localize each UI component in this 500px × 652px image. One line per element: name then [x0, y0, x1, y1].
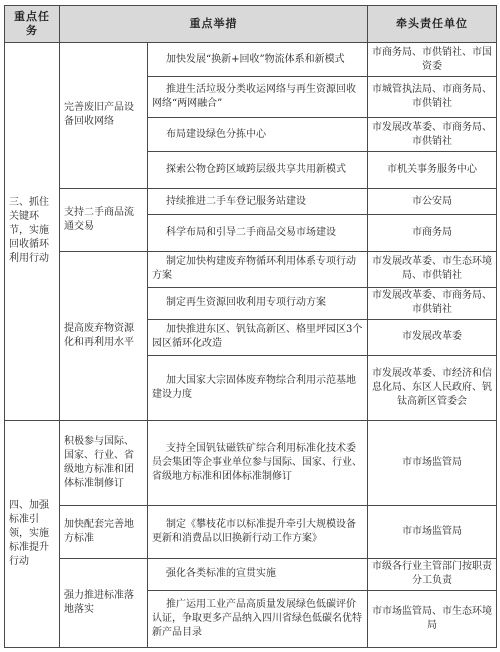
measure-cell: 加大国家大宗固体废弃物综合利用示范基地建设力度 [148, 356, 368, 421]
unit-cell: 市商务局、市供销社、市国资委 [368, 43, 497, 77]
subtask-cell: 完善废旧产品设备回收网络 [60, 43, 148, 189]
subtask-cell: 积极参与国际、国家、行业、省级地方标准和团体标准制修订 [60, 420, 148, 505]
unit-cell: 市商务局 [368, 215, 497, 251]
table-row [5, 558, 497, 590]
unit-cell: 市发展改革委、市经济和信息化局、东区人民政府、钒钛高新区管委会 [368, 356, 497, 421]
table-row [5, 43, 497, 77]
unit-cell: 市发展改革委、市商务局、市供销社 [368, 117, 497, 151]
policy-table [4, 5, 497, 648]
subtask-cell: 提高废弃物资源化和再利用水平 [60, 251, 148, 420]
unit-cell: 市级各行业主管部门按职责分工负责 [368, 558, 497, 590]
header-unit: 牵头责任单位 [368, 6, 497, 43]
measure-cell: 制定加快构建废弃物循环利用体系专项行动方案 [148, 251, 368, 287]
subtask-cell: 加快配套完善地方标准 [60, 506, 148, 559]
unit-cell: 市公安局 [368, 188, 497, 214]
measure-cell: 科学布局和引导二手商品交易市场建设 [148, 215, 368, 251]
unit-cell: 市发展改革委、市生态环境局、市供销社 [368, 251, 497, 287]
table-header-row [5, 6, 497, 43]
measure-cell: 推广运用工业产品高质量发展绿色低碳评价认证，争取更多产品纳入四川省绿色低碳名优特新产品目录 [148, 591, 368, 648]
subtask-cell: 支持二手商品流通交易 [60, 188, 148, 251]
subtask-cell: 强力推进标准落地落实 [60, 558, 148, 647]
key-task-cell: 三、抓住关键环节，实施回收循环利用行动 [5, 43, 60, 421]
table-row [5, 251, 497, 287]
table-row [5, 188, 497, 214]
table-row [5, 420, 497, 505]
unit-cell: 市市场监管局 [368, 506, 497, 559]
unit-cell: 市市场监管局、市生态环境局 [368, 591, 497, 648]
unit-cell: 市发展改革委 [368, 319, 497, 355]
measure-cell: 探索公物仓跨区域跨层级共享共用新模式 [148, 152, 368, 188]
measure-cell: 加快推进东区、钒钛高新区、格里坪园区3个园区循环化改造 [148, 319, 368, 355]
table-row [5, 506, 497, 559]
unit-cell: 市机关事务服务中心 [368, 152, 497, 188]
measure-cell: 支持全国钒钛磁铁矿综合利用标准化技术委员会集团等企事业单位参与国际、国家、行业、省级地方标准和团体标准制修订 [148, 420, 368, 505]
measure-cell: 推进生活垃圾分类收运网络与再生资源回收网络“两网融合” [148, 77, 368, 118]
unit-cell: 市发展改革委、市商务局、市供销社 [368, 288, 497, 319]
measure-cell: 加快发展“换新+回收”物流体系和新模式 [148, 43, 368, 77]
unit-cell: 市城管执法局、市商务局、市供销社 [368, 77, 497, 118]
key-task-cell: 四、加强标准引领，实施标准提升行动 [5, 420, 60, 647]
measure-cell: 布局建设绿色分拣中心 [148, 117, 368, 151]
measure-cell: 持续推进二手车登记服务站建设 [148, 188, 368, 214]
measure-cell: 强化各类标准的宣贯实施 [148, 558, 368, 590]
measure-cell: 制定再生资源回收利用专项行动方案 [148, 288, 368, 319]
header-measure: 重点举措 [60, 6, 368, 43]
header-task: 重点任务 [5, 6, 60, 43]
unit-cell: 市市场监管局 [368, 420, 497, 505]
measure-cell: 制定《攀枝花市以标准提升牵引大规模设备更新和消费品以旧换新行动工作方案》 [148, 506, 368, 559]
